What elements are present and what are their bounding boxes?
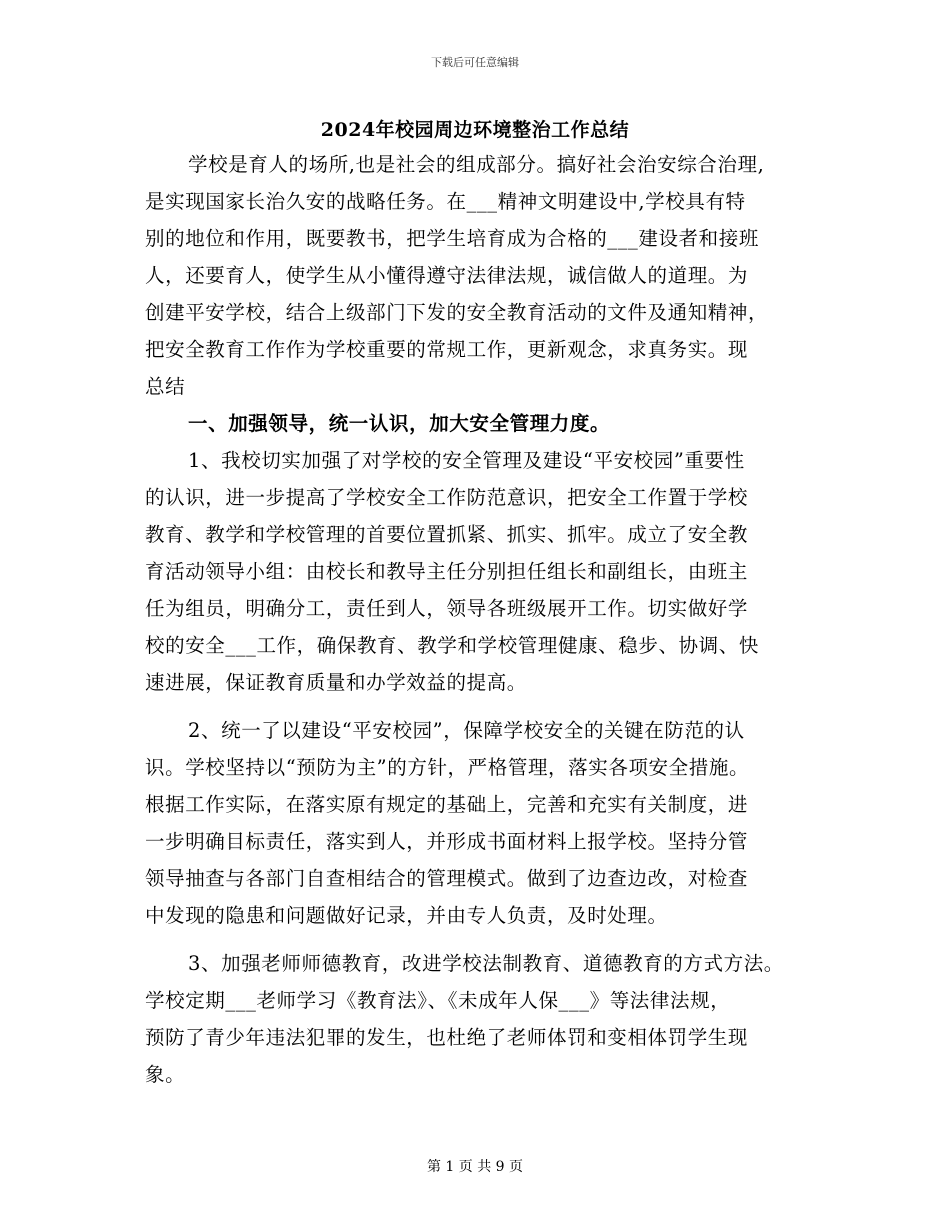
page-number-footer: 第 1 页 共 9 页 <box>426 1159 524 1175</box>
paragraph-line: 2、统一了以建设“平安校园”，保障学校安全的关键在防范的认 <box>188 719 745 742</box>
paragraph-line: 把安全教育工作作为学校重要的常规工作，更新观念，求真务实。现 <box>145 338 749 361</box>
paragraph-line: 教育、教学和学校管理的首要位置抓紧、抓实、抓牢。成立了安全教 <box>145 523 749 546</box>
paragraph-line: 3、加强老师师德教育，改进学校法制教育、道德教育的方式方法。 <box>188 952 784 975</box>
paragraph-line: 一步明确目标责任，落实到人，并形成书面材料上报学校。坚持分管 <box>145 830 749 853</box>
section-heading: 一、加强领导，统一认识，加大安全管理力度。 <box>188 412 611 435</box>
paragraph-line: 1、我校切实加强了对学校的安全管理及建设“平安校园”重要性 <box>188 449 745 472</box>
paragraph-line: 是实现国家长治久安的战略任务。在___精神文明建设中,学校具有特 <box>145 190 746 213</box>
paragraph-line: 速进展，保证教育质量和办学效益的提高。 <box>145 671 527 694</box>
paragraph-line: 根据工作实际，在落实原有规定的基础上，完善和充实有关制度，进 <box>145 793 749 816</box>
paragraph-line: 创建平安学校，结合上级部门下发的安全教育活动的文件及通知精神， <box>145 301 769 324</box>
paragraph-line: 总结 <box>145 375 186 398</box>
paragraph-line: 识。学校坚持以“预防为主”的方针，严格管理，落实各项安全措施。 <box>145 756 750 779</box>
paragraph-line: 象。 <box>145 1063 186 1086</box>
paragraph-line: 学校定期___老师学习《教育法》、《未成年人保___》等法律法规， <box>145 989 731 1012</box>
paragraph-line: 的认识，进一步提高了学校安全工作防范意识，把安全工作置于学校 <box>145 486 749 509</box>
paragraph-line: 别的地位和作用，既要教书，把学生培育成为合格的___建设者和接班 <box>145 227 759 250</box>
document-title: 2024年校园周边环境整治工作总结 <box>320 119 630 141</box>
paragraph-line: 学校是育人的场所,也是社会的组成部分。搞好社会治安综合治理, <box>188 153 765 176</box>
paragraph-line: 校的安全___工作，确保教育、教学和学校管理健康、稳步、协调、快 <box>145 634 759 657</box>
paragraph-line: 人，还要育人，使学生从小懂得遵守法律法规，诚信做人的道理。为 <box>145 264 749 287</box>
paragraph-line: 育活动领导小组：由校长和教导主任分别担任组长和副组长，由班主 <box>145 560 749 583</box>
paragraph-line: 中发现的隐患和问题做好记录，并由专人负责，及时处理。 <box>145 904 668 927</box>
paragraph-line: 领导抽查与各部门自查相结合的管理模式。做到了边查边改，对检查 <box>145 867 749 890</box>
paragraph-line: 任为组员，明确分工，责任到人，领导各班级展开工作。切实做好学 <box>145 597 749 620</box>
page-header: 下载后可任意编辑 <box>431 56 519 69</box>
paragraph-line: 预防了青少年违法犯罪的发生，也杜绝了老师体罚和变相体罚学生现 <box>145 1026 749 1049</box>
